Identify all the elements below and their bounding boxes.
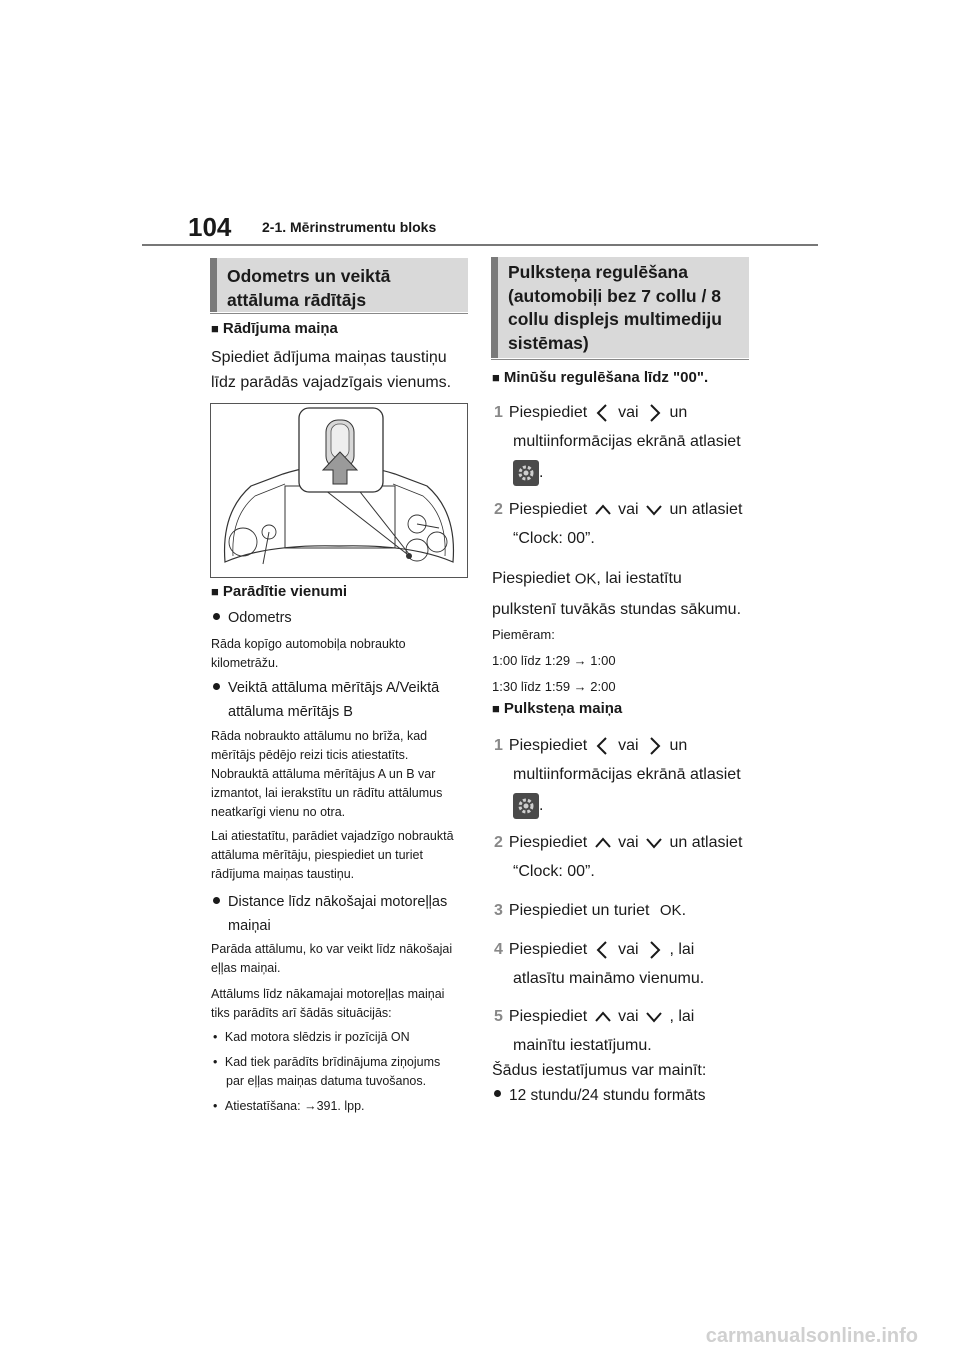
square-bullet-icon: ■ <box>211 584 219 599</box>
chevron-right-icon <box>643 401 665 425</box>
chevron-up-icon <box>592 834 614 852</box>
settings-gear-icon <box>513 460 539 486</box>
item-oil-change-desc2: Attālums līdz nākamajai motoreļļas maiņai tiks parādīts arī šādās situācijās: <box>211 987 445 1020</box>
chevron-right-icon <box>643 938 665 962</box>
chevron-down-icon <box>643 501 665 519</box>
left-section-title-line2: attāluma rādītājs <box>227 290 367 310</box>
chevron-up-icon <box>592 1008 614 1026</box>
clock-step-1: 1 Piespiediet vai un multiinformācijas ekrānā atlasiet . <box>494 731 741 820</box>
left-section-title <box>210 258 468 312</box>
press-ok-paragraph: Piespiediet OK, lai iestatītu pulkstenī tuvākās stundas sākumu. <box>492 570 742 619</box>
item-trip-meter-reset: Lai atiestatītu, parādiet vajadzīgo nobrauktā attāluma mērītāju, piespiediet un turiet rādījuma maiņas taustiņu. <box>211 829 454 881</box>
instrument-cluster-drawing <box>211 404 467 577</box>
clock-step-3: 3 Piespiediet un turiet OK. <box>494 902 687 920</box>
clock-step-4: 4 Piespiediet vai , lai atlasītu maināmo vienumu. <box>494 935 704 993</box>
step-2: 2 Piespiediet vai un atlasiet “Clock: 00”. <box>494 501 743 547</box>
chevron-down-icon <box>643 1008 665 1026</box>
item-odometer-desc: Rāda kopīgo automobiļa nobraukto kilometrāžu. <box>211 637 406 670</box>
chevron-left-icon <box>592 938 614 962</box>
left-section-underline <box>210 313 468 314</box>
instrument-cluster-illustration <box>210 403 468 578</box>
item-trip-meter: Veiktā attāluma mērītājs A/Veiktā attāluma mērītājs B <box>213 676 439 724</box>
bullet-dot-icon <box>213 613 220 620</box>
chevron-up-icon <box>592 501 614 519</box>
clock-step-5: 5 Piespiediet vai , lai mainītu iestatījumu. <box>494 1008 695 1054</box>
header-rule <box>142 244 818 246</box>
settings-gear-icon <box>513 793 539 819</box>
left-paragraph-1: Spiediet ādījuma maiņas taustiņu līdz parādās vajadzīgais vienums. <box>211 349 452 391</box>
square-bullet-icon: ■ <box>492 701 500 716</box>
step-1: 1 Piespiediet vai un multiinformācijas ekrānā atlasiet . <box>494 398 741 487</box>
chevron-down-icon <box>643 834 665 852</box>
left-section-title-line1: Odometrs un veiktā <box>227 266 391 286</box>
square-bullet-icon: ■ <box>492 370 500 385</box>
bullet-dot-icon <box>494 1090 501 1097</box>
situations-list: • Kad motora slēdzis ir pozīcijā ON • Kad tiek parādīts brīdinājuma ziņojums par eļļas maiņas datuma tuvošanos. • Atiestatīšana: →391. lpp. <box>213 1028 440 1116</box>
item-odometer: Odometrs <box>213 606 292 630</box>
situation-3: • Atiestatīšana: →391. lpp. <box>213 1099 365 1113</box>
format-bullet: 12 stundu/24 stundu formāts <box>494 1084 705 1108</box>
chevron-right-icon <box>643 734 665 758</box>
chevron-left-icon <box>592 401 614 425</box>
right-section-underline <box>491 359 749 360</box>
square-bullet-icon: ■ <box>211 321 219 336</box>
chevron-left-icon <box>592 734 614 758</box>
right-subheading-1: ■ Minūšu regulēšana līdz "00". <box>492 369 709 386</box>
right-subheading-2: ■ Pulksteņa maiņa <box>492 700 623 717</box>
item-oil-change: Distance līdz nākošajai motoreļļas maiņai <box>213 890 447 938</box>
bullet-dot-icon <box>213 683 220 690</box>
clock-step-2: 2 Piespiediet vai un atlasiet “Clock: 00”. <box>494 834 743 880</box>
right-section-title: Pulksteņa regulēšana (automobiļi bez 7 collu / 8 collu displejs multimediju sistēmas) <box>491 257 749 358</box>
left-subheading-2: ■ Parādītie vienumi <box>211 583 348 600</box>
situation-1: • Kad motora slēdzis ir pozīcijā ON <box>213 1030 410 1044</box>
left-subheading-1: ■ Rādījuma maiņa <box>211 320 338 337</box>
watermark: carmanualsonline.info <box>705 1325 918 1347</box>
page-number: 104 <box>188 212 232 242</box>
item-trip-meter-desc: Rāda nobraukto attālumu no brīža, kad mērītājs pēdējo reizi ticis atiestatīts. Nobrauktā attāluma mērītājus A un B var izmantot, lai ierakstītu un rādītu attālumus neatkarīgi vienu no otra. <box>211 729 443 819</box>
ok-button-icon: OK <box>574 570 597 588</box>
situation-2: • Kad tiek parādīts brīdinājuma ziņojums <box>213 1055 441 1069</box>
item-oil-change-desc: Parāda attālumu, ko var veikt līdz nākošajai eļļas maiņai. <box>211 942 453 975</box>
change-intro: Šādus iestatījumus var mainīt: <box>492 1062 707 1079</box>
ok-button-icon: OK <box>659 902 682 920</box>
example-block: Piemēram: 1:00 līdz 1:29 → 1:00 1:30 līdz 1:59 → 2:00 <box>492 627 616 694</box>
bullet-dot-icon <box>213 897 220 904</box>
chapter-title: 2-1. Mērinstrumentu bloks <box>262 219 437 235</box>
